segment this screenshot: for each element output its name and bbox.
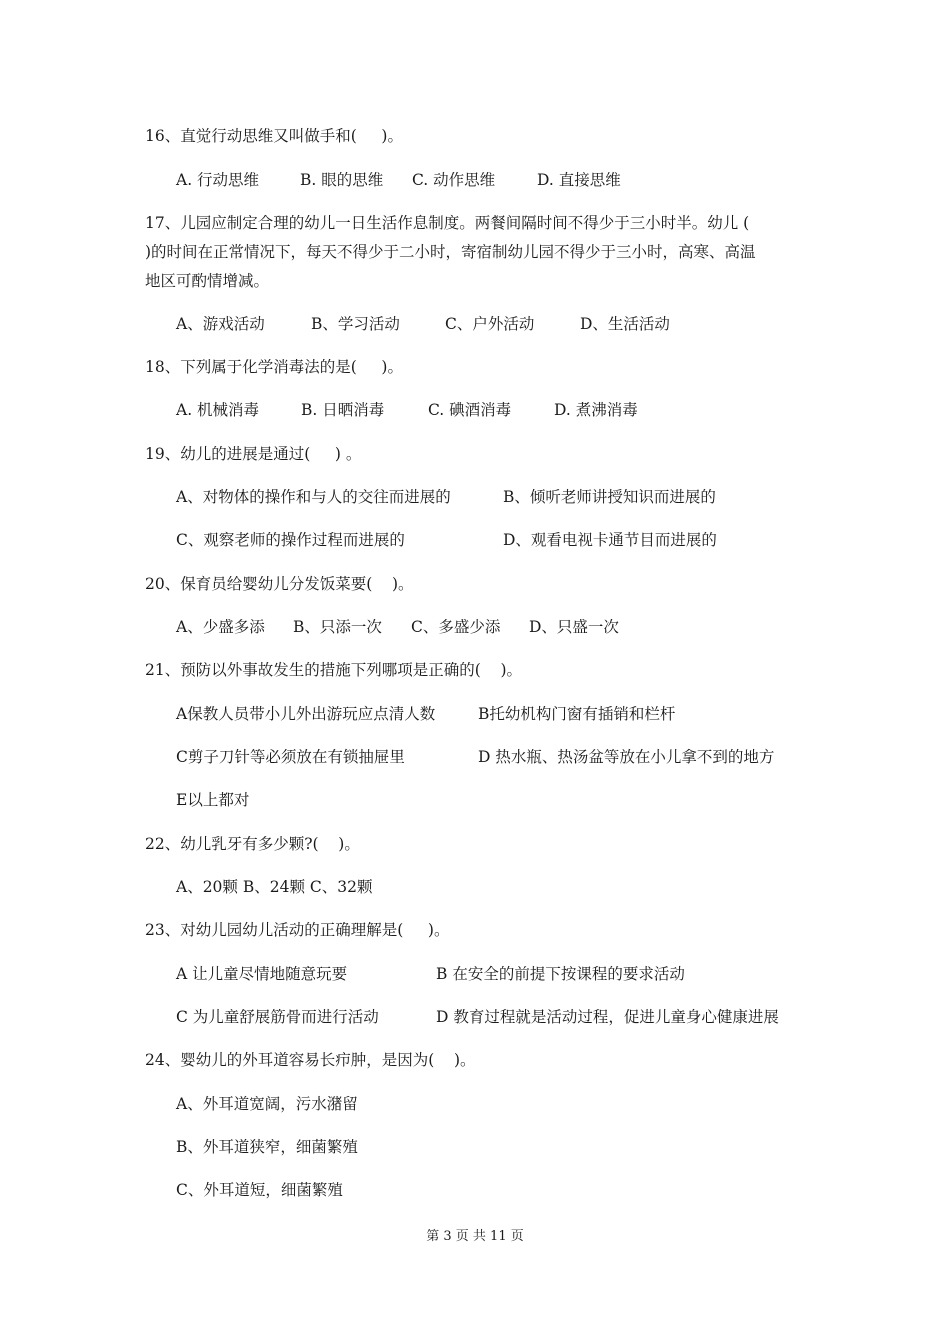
option-24-c: C、外耳道短，细菌繁殖: [176, 1181, 343, 1199]
page-footer: 第 3 页 共 11 页: [426, 1229, 524, 1244]
question-19-stem: 19、幼儿的进展是通过( ) 。: [145, 445, 362, 463]
option-23-d: D 教育过程就是活动过程，促进儿童身心健康进展: [436, 1008, 779, 1026]
option-20-c: C、多盛少添: [411, 618, 501, 636]
option-19-d: D、观看电视卡通节目而进展的: [503, 531, 717, 549]
question-17-stem-line-1: 17、儿园应制定合理的幼儿一日生活作息制度。两餐间隔时间不得少于三小时半。幼儿 (: [145, 214, 750, 232]
option-21-b: B托幼机构门窗有插销和栏杆: [478, 705, 676, 723]
question-21-stem: 21、预防以外事故发生的措施下列哪项是正确的( )。: [145, 661, 523, 679]
question-24-stem: 24、婴幼儿的外耳道容易长疖肿，是因为( )。: [145, 1051, 476, 1069]
option-23-b: B 在安全的前提下按课程的要求活动: [436, 965, 685, 983]
question-16-stem: 16、直觉行动思维又叫做手和( )。: [145, 127, 403, 145]
option-21-e: E以上都对: [176, 791, 250, 809]
option-24-b: B、外耳道狭窄，细菌繁殖: [176, 1138, 358, 1156]
question-17-stem-line-2: )的时间在正常情况下，每天不得少于二小时，寄宿制幼儿园不得少于三小时，高寒、高温: [145, 243, 756, 261]
option-17-b: B、学习活动: [311, 315, 400, 333]
option-21-d: D 热水瓶、热汤盆等放在小儿拿不到的地方: [478, 748, 775, 766]
question-22-stem: 22、幼儿乳牙有多少颗?( )。: [145, 835, 360, 853]
option-16-a: A. 行动思维: [176, 171, 260, 189]
option-18-d: D. 煮沸消毒: [554, 401, 638, 419]
option-16-b: B. 眼的思维: [300, 171, 384, 189]
option-19-b: B、倾听老师讲授知识而进展的: [503, 488, 716, 506]
option-16-c: C. 动作思维: [412, 171, 496, 189]
option-17-d: D、生活活动: [580, 315, 670, 333]
option-21-a: A保教人员带小儿外出游玩应点清人数: [176, 705, 436, 723]
option-24-a: A、外耳道宽阔，污水潴留: [176, 1095, 358, 1113]
option-18-b: B. 日晒消毒: [301, 401, 385, 419]
option-20-a: A、少盛多添: [176, 618, 265, 636]
option-23-c: C 为儿童舒展筋骨而进行活动: [176, 1008, 379, 1026]
option-17-a: A、游戏活动: [176, 315, 265, 333]
option-19-a: A、对物体的操作和与人的交往而进展的: [176, 488, 451, 506]
option-18-a: A. 机械消毒: [176, 401, 260, 419]
question-18-stem: 18、下列属于化学消毒法的是( )。: [145, 358, 403, 376]
option-23-a: A 让儿童尽情地随意玩要: [176, 965, 348, 983]
option-20-b: B、只添一次: [293, 618, 382, 636]
option-17-c: C、户外活动: [445, 315, 535, 333]
question-20-stem: 20、保育员给婴幼儿分发饭菜要( )。: [145, 575, 414, 593]
option-22-abc: A、20颗 B、24颗 C、32颗: [176, 878, 373, 896]
question-17-stem-line-3: 地区可酌情增减。: [145, 272, 270, 290]
option-21-c: C剪子刀针等必须放在有锁抽屉里: [176, 748, 405, 766]
question-23-stem: 23、对幼儿园幼儿活动的正确理解是( )。: [145, 921, 450, 939]
option-18-c: C. 碘酒消毒: [428, 401, 512, 419]
option-20-d: D、只盛一次: [529, 618, 619, 636]
option-19-c: C、观察老师的操作过程而进展的: [176, 531, 405, 549]
option-16-d: D. 直接思维: [537, 171, 621, 189]
